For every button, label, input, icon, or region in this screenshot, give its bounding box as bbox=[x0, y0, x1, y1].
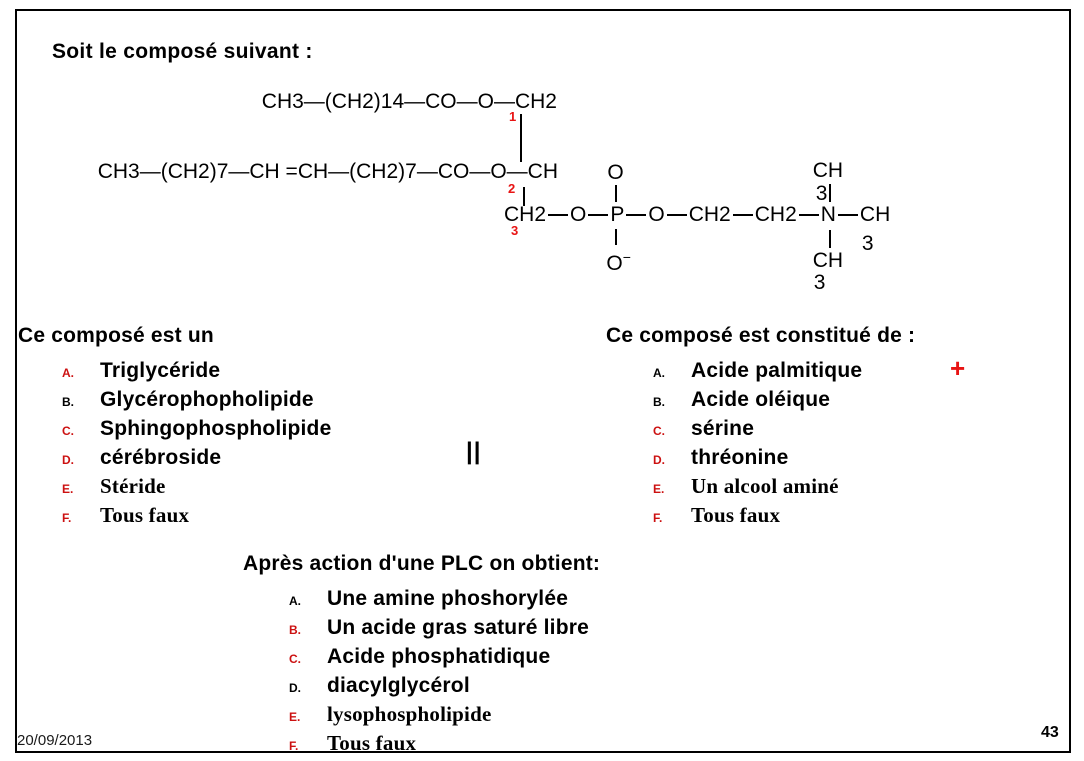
option-letter: C. bbox=[62, 424, 74, 438]
slide-date: 20/09/2013 bbox=[17, 732, 93, 749]
option-row bbox=[243, 584, 683, 613]
atom-ch2-b: CH2 bbox=[754, 203, 797, 226]
atom-n: N bbox=[820, 203, 836, 226]
bond-line bbox=[615, 185, 617, 202]
option-row bbox=[243, 729, 683, 758]
option-letter: B. bbox=[62, 395, 74, 409]
bond-line bbox=[588, 214, 608, 216]
option-row bbox=[243, 700, 683, 729]
carbon-position-label-2: 2 bbox=[508, 181, 516, 196]
option-label: lysophospholipide bbox=[327, 702, 492, 726]
option-letter: C. bbox=[289, 652, 301, 666]
bond-line bbox=[548, 214, 568, 216]
option-label: Une amine phoshorylée bbox=[327, 587, 569, 610]
option-label: thréonine bbox=[691, 446, 789, 469]
question-heading: Ce composé est constitué de : bbox=[606, 324, 916, 347]
option-label: Tous faux bbox=[691, 503, 781, 527]
subscript-3-right: 3 bbox=[861, 232, 874, 255]
option-row bbox=[18, 472, 488, 501]
atom-o-minus-below-p bbox=[606, 246, 631, 275]
option-letter: D. bbox=[62, 453, 74, 467]
plus-answer-marker: + bbox=[950, 353, 966, 383]
bond-line bbox=[733, 214, 753, 216]
bond-line bbox=[626, 214, 646, 216]
option-letter: F. bbox=[62, 511, 72, 525]
atom-ch2-a: CH2 bbox=[688, 203, 731, 226]
structure-row-sn2: CH3—(CH2)7—CH =CH—(CH2)7—CO—O—CH bbox=[97, 160, 558, 183]
option-label: Tous faux bbox=[327, 731, 417, 755]
page-number: 43 bbox=[1041, 724, 1059, 741]
option-row bbox=[606, 356, 1056, 385]
option-label: Acide oléique bbox=[691, 388, 831, 411]
option-label: Acide phosphatidique bbox=[327, 645, 551, 668]
structure-row-sn3-phosphocholine bbox=[504, 159, 891, 294]
atom-o: O bbox=[606, 252, 623, 275]
phosphorus-group bbox=[606, 161, 631, 275]
option-letter: C. bbox=[653, 424, 665, 438]
option-letter: B. bbox=[653, 395, 665, 409]
bond-line-c1-c2 bbox=[520, 114, 522, 162]
option-label: Tous faux bbox=[100, 503, 190, 527]
option-letter: D. bbox=[289, 681, 301, 695]
option-row bbox=[606, 414, 1056, 443]
minus-charge: − bbox=[622, 249, 631, 265]
option-row bbox=[243, 613, 683, 642]
atom-o-above-p: O bbox=[607, 161, 624, 184]
atom-o-phosphoester: O bbox=[648, 203, 665, 226]
option-letter: F. bbox=[289, 739, 299, 753]
bond-line bbox=[829, 230, 831, 248]
atom-ch2-c3: CH2 bbox=[504, 203, 547, 226]
question-block-compose-est-un bbox=[18, 324, 488, 530]
atom-ch-right: CH bbox=[859, 203, 891, 226]
bond-line bbox=[615, 229, 617, 245]
methyl-right-group bbox=[859, 203, 891, 255]
option-label: cérébroside bbox=[100, 446, 222, 469]
option-letter: E. bbox=[289, 710, 301, 724]
carbon-position-label-1: 1 bbox=[509, 109, 517, 124]
option-label: Un acide gras saturé libre bbox=[327, 616, 589, 639]
nitrogen-group bbox=[812, 159, 844, 294]
option-label: Glycérophopholipide bbox=[100, 388, 314, 411]
slide-title: Soit le composé suivant : bbox=[52, 40, 313, 63]
option-letter: E. bbox=[62, 482, 74, 496]
bond-line bbox=[667, 214, 687, 216]
structure-row-sn1: CH3—(CH2)14—CO—O—CH2 bbox=[261, 90, 557, 113]
option-row bbox=[606, 472, 1056, 501]
option-row bbox=[18, 414, 488, 443]
question-block-apres-plc bbox=[243, 552, 683, 758]
divider-mark: || bbox=[466, 438, 482, 465]
option-label: Acide palmitique bbox=[691, 359, 863, 382]
option-row bbox=[18, 356, 488, 385]
option-letter: E. bbox=[653, 482, 665, 496]
option-letter: A. bbox=[653, 366, 665, 380]
option-letter: A. bbox=[62, 366, 74, 380]
question-block-constitue-de bbox=[606, 324, 1056, 530]
option-row bbox=[606, 501, 1056, 530]
option-letter: A. bbox=[289, 594, 301, 608]
subscript-3-below-n: 3 bbox=[813, 271, 826, 294]
question-heading: Ce composé est un bbox=[18, 324, 214, 347]
atom-p: P bbox=[610, 203, 625, 226]
atom-ch-above-n: CH bbox=[812, 159, 844, 182]
option-letter: B. bbox=[289, 623, 301, 637]
option-letter: F. bbox=[653, 511, 663, 525]
option-row bbox=[18, 501, 488, 530]
atom-o-ester: O bbox=[570, 203, 587, 226]
option-label: Un alcool aminé bbox=[691, 474, 839, 498]
bond-line bbox=[799, 214, 819, 216]
atom-ch-below-n: CH bbox=[812, 249, 844, 272]
carbon-position-label-3: 3 bbox=[511, 223, 519, 238]
option-letter: D. bbox=[653, 453, 665, 467]
option-row bbox=[243, 671, 683, 700]
option-row bbox=[606, 385, 1056, 414]
question-heading: Après action d'une PLC on obtient: bbox=[243, 552, 601, 575]
option-label: Stéride bbox=[100, 474, 166, 498]
option-row bbox=[18, 385, 488, 414]
option-label: sérine bbox=[691, 417, 755, 440]
bond-line bbox=[829, 184, 831, 202]
subscript-3-above-n: 3 bbox=[815, 182, 828, 205]
option-row bbox=[18, 443, 488, 472]
option-row bbox=[606, 443, 1056, 472]
option-label: Sphingophospholipide bbox=[100, 417, 332, 440]
option-label: Triglycéride bbox=[100, 359, 221, 382]
bond-line bbox=[838, 214, 858, 216]
option-row bbox=[243, 642, 683, 671]
option-label: diacylglycérol bbox=[327, 674, 470, 697]
